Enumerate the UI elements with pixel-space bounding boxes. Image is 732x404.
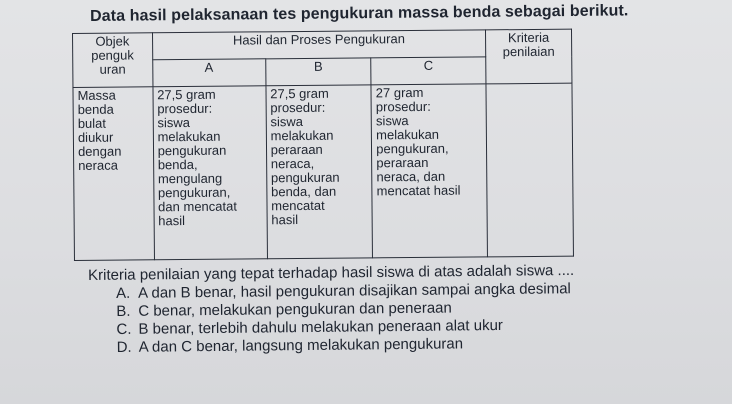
table-header-row — [73, 29, 572, 61]
header-c: C — [371, 57, 486, 85]
cell-criteria — [486, 83, 573, 256]
header-b: B — [265, 58, 371, 86]
header-results-group: Hasil dan Proses Pengukuran — [152, 30, 486, 60]
option-text: A dan B benar, hasil pengukuran disajikan sampai angka desimal — [137, 280, 571, 302]
option-d[interactable] — [117, 334, 572, 357]
measurement-table — [72, 29, 574, 261]
answer-options — [116, 280, 572, 357]
question-title: Data hasil pelaksanaan tes pengukuran massa benda sebagai berikut. — [90, 2, 629, 25]
option-letter: A. — [116, 284, 131, 302]
option-text: A dan C benar, langsung melakukan pengukuran — [138, 335, 464, 356]
table-row — [73, 83, 573, 260]
cell-c: 27 gram prosedur: siswa melakukan pengukuran, peraraan neraca, dan mencatat hasil — [371, 84, 487, 258]
option-letter: D. — [116, 338, 132, 356]
option-letter: B. — [116, 302, 131, 320]
option-text: C benar, melakukan pengukuran dan peneraan — [138, 299, 452, 320]
header-object: Objek penguk uran — [73, 33, 153, 88]
cell-a: 27,5 gram prosedur: siswa melakukan pengukuran benda, mengulang pengukuran, dan mencatat hasil — [153, 86, 268, 260]
cell-b: 27,5 gram prosedur: siswa melakukan peraraan neraca, pengukuran benda, dan mencatat hasil — [266, 85, 373, 259]
option-text: B benar, terlebih dahulu melakukan peneraan alat ukur — [138, 316, 503, 338]
cell-object: Massa benda bulat diukur dengan neraca — [73, 87, 154, 260]
option-letter: C. — [116, 320, 132, 338]
header-a: A — [152, 59, 265, 87]
question-text: Kriteria penilaian yang tepat terhadap hasil siswa di atas adalah siswa .... — [88, 261, 575, 284]
header-criteria: Kriteria penilaian — [486, 29, 572, 84]
